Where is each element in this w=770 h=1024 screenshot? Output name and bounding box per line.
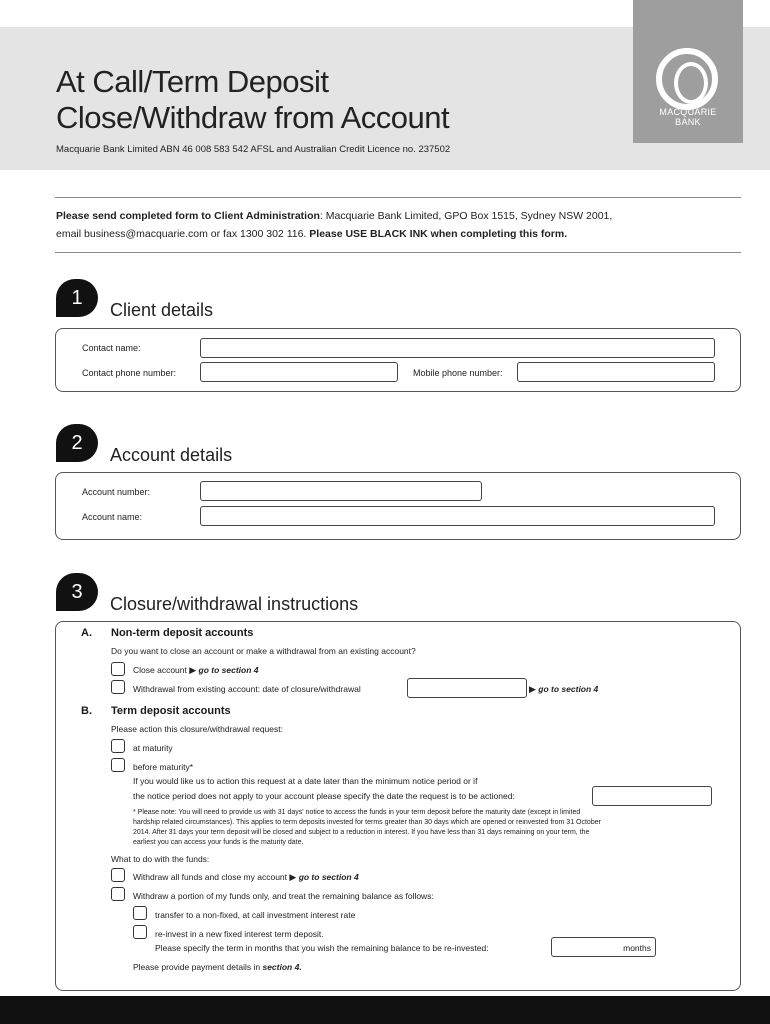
mobile-phone-label: Mobile phone number: bbox=[413, 368, 503, 378]
footnote-line-4: earliest you can access your funds is the maturity date. bbox=[133, 839, 304, 846]
payment-section-ref: section 4. bbox=[262, 962, 302, 972]
withdrawal-existing-checkbox[interactable] bbox=[111, 680, 125, 694]
months-unit: months bbox=[623, 943, 651, 953]
footnote-line-2: hardship related circumstances). This applies to term deposits invested for terms greater than 30 days which are opened or reinvested from 31 October bbox=[133, 819, 601, 826]
footnote-line-1: * Please note: You will need to provide us with 31 days' notice to access the funds in your term deposit before the maturity date (except in limited bbox=[133, 809, 581, 816]
subsection-a-question: Do you want to close an account or make a withdrawal from an existing account? bbox=[111, 646, 416, 656]
account-number-label: Account number: bbox=[82, 487, 151, 497]
withdrawal-date-field[interactable] bbox=[407, 678, 527, 698]
at-maturity-label: at maturity bbox=[133, 743, 173, 753]
abn-statement: Macquarie Bank Limited ABN 46 008 583 542 AFSL and Australian Credit Licence no. 237502 bbox=[56, 144, 451, 155]
page-title bbox=[56, 64, 449, 136]
section-3-title: Closure/withdrawal instructions bbox=[110, 594, 359, 614]
contact-phone-field[interactable] bbox=[200, 362, 398, 382]
close-account-label bbox=[133, 665, 259, 676]
footer-band bbox=[0, 996, 770, 1024]
withdraw-all-checkbox[interactable] bbox=[111, 868, 125, 882]
instructions-line-2 bbox=[56, 228, 567, 240]
reinvest-label: re-invest in a new fixed interest term deposit. bbox=[155, 929, 324, 939]
mobile-phone-field[interactable] bbox=[517, 362, 715, 382]
close-account-text: Close account bbox=[133, 665, 190, 675]
reinvest-months-field[interactable] bbox=[551, 937, 656, 957]
logo-text bbox=[633, 107, 743, 127]
reinvest-term-label: Please specify the term in months that you wish the remaining balance to be re-invested: bbox=[155, 943, 489, 953]
payment-details-note bbox=[133, 962, 302, 972]
logo-text-line-2: BANK bbox=[675, 117, 701, 127]
account-name-field[interactable] bbox=[200, 506, 715, 526]
section-1-title: Client details bbox=[110, 300, 214, 320]
transfer-label: transfer to a non-fixed, at call investment interest rate bbox=[155, 910, 356, 920]
reinvest-checkbox[interactable] bbox=[133, 925, 147, 939]
footnote-line-3: 2014. After 31 days your term deposit will be closed and subject to a reduction in interest. If you have less than 31 days remaining on your term, the bbox=[133, 829, 590, 836]
divider bbox=[55, 197, 741, 198]
subsection-b-heading: Term deposit accounts bbox=[111, 705, 231, 717]
before-maturity-note-1: If you would like us to action this request at a date later than the minimum notice period or if bbox=[133, 776, 478, 786]
instructions-bold-1: Please send completed form to Client Administration bbox=[56, 210, 320, 222]
title-line-2: Close/Withdraw from Account bbox=[56, 100, 450, 135]
before-maturity-note-2: the notice period does not apply to your account please specify the date the request is to be actioned: bbox=[133, 791, 515, 801]
macquarie-logo bbox=[633, 0, 743, 143]
holey-dollar-icon bbox=[656, 48, 718, 110]
before-maturity-label: before maturity* bbox=[133, 762, 193, 772]
instructions-text-1: : Macquarie Bank Limited, GPO Box 1515, Sydney NSW 2001, bbox=[319, 210, 613, 222]
contact-name-field[interactable] bbox=[200, 338, 715, 358]
account-number-field[interactable] bbox=[200, 481, 482, 501]
section-2-title: Account details bbox=[110, 445, 233, 465]
go-to-section-4: go to section 4 bbox=[298, 872, 359, 882]
subsection-b-letter: B. bbox=[81, 705, 92, 717]
before-maturity-checkbox[interactable] bbox=[111, 758, 125, 772]
section-3-badge: 3 bbox=[56, 573, 98, 611]
withdraw-all-label bbox=[133, 872, 359, 883]
subsection-a-heading: Non-term deposit accounts bbox=[111, 627, 254, 639]
withdraw-portion-checkbox[interactable] bbox=[111, 887, 125, 901]
go-to-section-4: go to section 4 bbox=[198, 665, 259, 675]
transfer-checkbox[interactable] bbox=[133, 906, 147, 920]
withdrawal-existing-label: Withdrawal from existing account: date of closure/withdrawal bbox=[133, 684, 361, 694]
what-to-do-label: What to do with the funds: bbox=[111, 854, 210, 864]
contact-name-label: Contact name: bbox=[82, 343, 141, 353]
divider bbox=[55, 252, 741, 253]
withdraw-portion-label: Withdraw a portion of my funds only, and treat the remaining balance as follows: bbox=[133, 891, 434, 901]
subsection-a-letter: A. bbox=[81, 627, 92, 639]
account-name-label: Account name: bbox=[82, 512, 143, 522]
subsection-b-question: Please action this closure/withdrawal request: bbox=[111, 724, 283, 734]
at-maturity-checkbox[interactable] bbox=[111, 739, 125, 753]
title-line-1: At Call/Term Deposit bbox=[56, 64, 329, 99]
arrow-right-icon: ▶ bbox=[189, 665, 197, 675]
instructions-text-2: email business@macquarie.com or fax 1300 302 116. bbox=[56, 228, 310, 240]
withdrawal-goto bbox=[529, 684, 598, 695]
go-to-section-4: go to section 4 bbox=[538, 684, 599, 694]
withdraw-all-text: Withdraw all funds and close my account bbox=[133, 872, 290, 882]
logo-text-line-1: MACQUARIE bbox=[659, 107, 717, 117]
instructions-bold-2: Please USE BLACK INK when completing this form. bbox=[309, 228, 568, 240]
instructions-line-1 bbox=[56, 210, 612, 222]
arrow-right-icon: ▶ bbox=[529, 684, 536, 694]
close-account-checkbox[interactable] bbox=[111, 662, 125, 676]
arrow-right-icon: ▶ bbox=[289, 872, 297, 882]
section-1-badge: 1 bbox=[56, 279, 98, 317]
contact-phone-label: Contact phone number: bbox=[82, 368, 177, 378]
action-date-field[interactable] bbox=[592, 786, 712, 806]
section-2-badge: 2 bbox=[56, 424, 98, 462]
payment-details-text: Please provide payment details in bbox=[133, 962, 263, 972]
